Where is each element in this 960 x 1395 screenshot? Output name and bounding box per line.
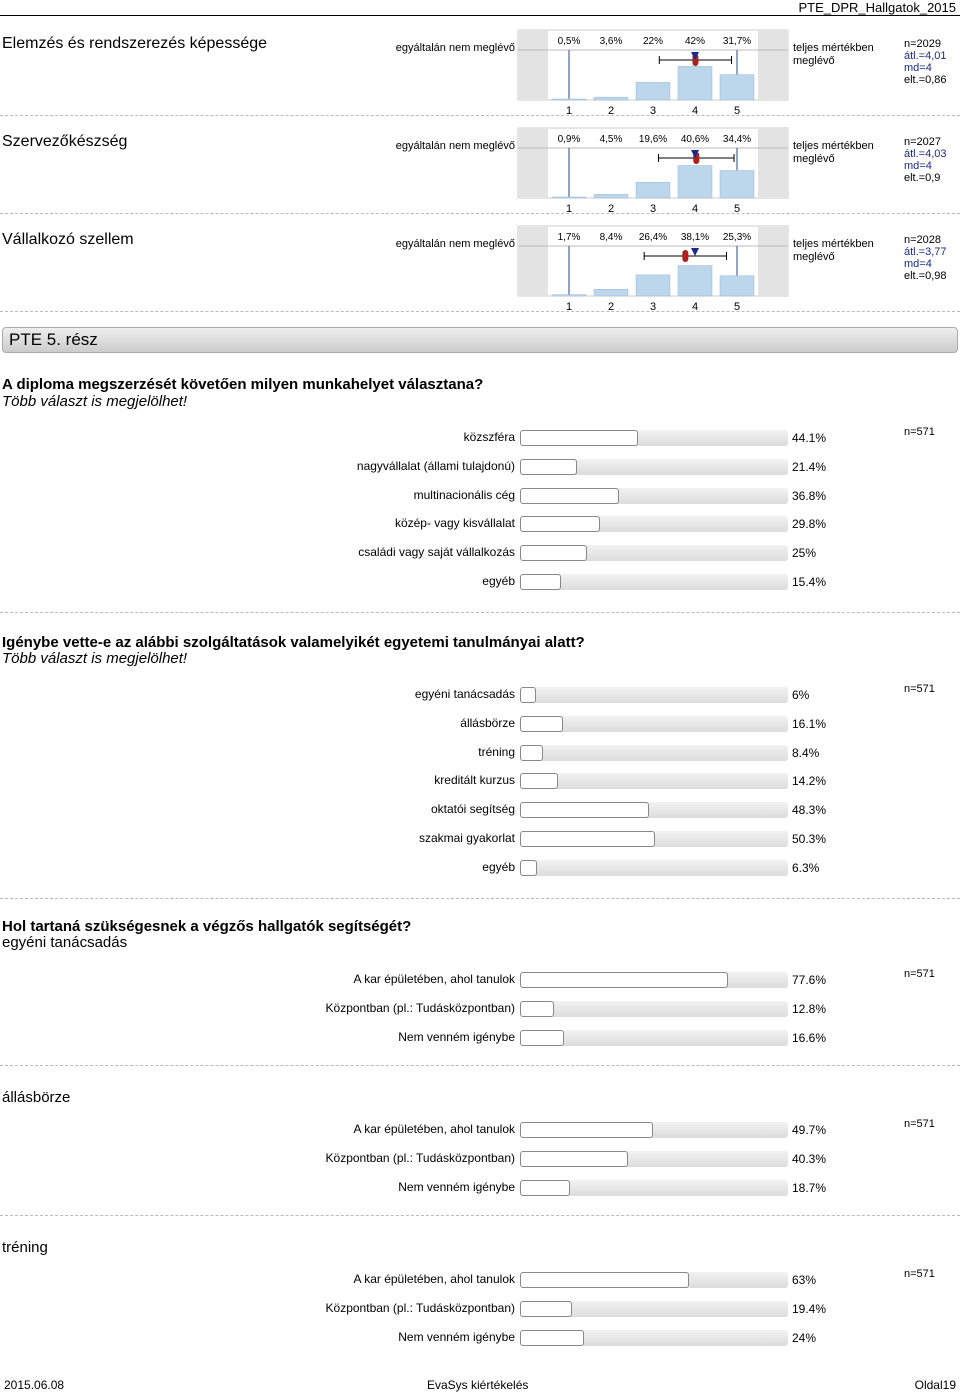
stat-average: átl.=3,77 — [904, 246, 947, 258]
option-label: közép- vagy kisvállalat — [394, 516, 515, 530]
scale-left-label: egyáltalán nem meglévő — [395, 140, 515, 152]
rating-scale-chart — [518, 221, 788, 311]
option-percent: 16.1% — [792, 717, 827, 731]
bar-fill — [520, 773, 558, 789]
option-label: Nem venném igénybe — [398, 1030, 515, 1044]
scale-right-label: teljes mértékben meglévő — [793, 140, 874, 165]
section-separator — [0, 1065, 960, 1066]
option-label: családi vagy saját vállalkozás — [358, 545, 515, 559]
percent-label: 40,6% — [680, 134, 710, 145]
option-percent: 44.1% — [792, 431, 827, 445]
option-label: Központban (pl.: Tudásközpontban) — [325, 1001, 515, 1015]
option-label: közszféra — [463, 430, 515, 444]
scale-left-pad — [518, 128, 548, 198]
stat-n: n=2029 — [904, 38, 942, 50]
stat-deviation: elt.=0,86 — [904, 74, 947, 86]
option-percent: 77.6% — [792, 973, 827, 987]
bar-track — [520, 1122, 788, 1138]
percent-label: 19,6% — [638, 134, 668, 145]
section-separator — [0, 311, 960, 312]
distribution-bar — [552, 197, 586, 198]
bar-fill — [520, 1330, 584, 1346]
section-separator — [0, 115, 960, 116]
scale-right-label: teljes mértékben meglévő — [793, 42, 874, 67]
rating-scale-chart — [518, 123, 788, 213]
distribution-bar — [678, 266, 712, 296]
option-percent: 6% — [792, 688, 810, 702]
header-divider — [0, 15, 960, 16]
bar-fill — [520, 745, 543, 761]
option-label: oktatói segítség — [430, 802, 515, 816]
option-percent: 18.7% — [792, 1181, 827, 1195]
bar-track — [520, 1001, 788, 1017]
bar-fill — [520, 459, 577, 475]
scale-number: 3 — [649, 105, 657, 117]
option-label: tréning — [478, 745, 515, 759]
scale-right-label: teljes mértékben meglévő — [793, 238, 874, 263]
scale-number: 2 — [607, 105, 615, 117]
percent-label: 31,7% — [722, 36, 752, 47]
percent-label: 34,4% — [722, 134, 752, 145]
option-label: Nem venném igénybe — [398, 1330, 515, 1344]
option-label: Központban (pl.: Tudásközpontban) — [325, 1301, 515, 1315]
option-label: Központban (pl.: Tudásközpontban) — [325, 1151, 515, 1165]
scale-number: 1 — [565, 301, 573, 313]
option-percent: 8.4% — [792, 746, 820, 760]
scale-left-label: egyáltalán nem meglévő — [395, 42, 515, 54]
scale-left-pad — [518, 226, 548, 296]
option-percent: 15.4% — [792, 575, 827, 589]
option-percent: 29.8% — [792, 517, 827, 531]
bar-fill — [520, 1301, 572, 1317]
option-label: állásbörze — [460, 716, 515, 730]
scale-left-label: egyáltalán nem meglévő — [395, 238, 515, 250]
scale-number: 4 — [691, 105, 699, 117]
bar-fill — [520, 860, 537, 876]
bar-track — [520, 1272, 788, 1288]
option-label: egyéb — [482, 574, 515, 588]
percent-label: 0,9% — [557, 134, 581, 145]
section-separator — [0, 213, 960, 214]
rating-scale-group — [518, 226, 788, 313]
bar-fill — [520, 802, 649, 818]
bar-track — [520, 1180, 788, 1196]
bar-track — [520, 745, 788, 761]
question-subtitle: Több választ is megjelölhet! — [2, 650, 188, 667]
option-label: szakmai gyakorlat — [418, 831, 515, 845]
bar-fill — [520, 1151, 628, 1167]
percent-label: 22% — [642, 36, 664, 47]
rating-title: Elemzés és rendszerezés képessége — [2, 35, 268, 52]
scale-number: 4 — [691, 301, 699, 313]
response-count: n=571 — [904, 1118, 935, 1130]
bar-fill — [520, 1001, 554, 1017]
question-title: A diploma megszerzését követően milyen munkahelyet választana? — [2, 376, 484, 393]
option-label: nagyvállalat (állami tulajdonú) — [356, 459, 515, 473]
mean-marker — [682, 250, 688, 262]
distribution-bar — [594, 97, 628, 100]
bar-track — [520, 1330, 788, 1346]
option-label: A kar épületében, ahol tanulok — [353, 1272, 515, 1286]
bar-fill — [520, 545, 587, 561]
bar-fill — [520, 1122, 653, 1138]
rating-scale-chart — [518, 25, 788, 115]
stat-median: md=4 — [904, 160, 932, 172]
bar-fill — [520, 516, 600, 532]
bar-fill — [520, 831, 655, 847]
distribution-bar — [636, 82, 670, 100]
footer-date: 2015.06.08 — [4, 1378, 65, 1392]
option-percent: 48.3% — [792, 803, 827, 817]
stats-block — [904, 234, 947, 282]
option-label: Nem venném igénybe — [398, 1180, 515, 1194]
question-subtitle: Több választ is megjelölhet! — [2, 393, 188, 410]
bar-track — [520, 516, 788, 532]
distribution-bar — [678, 166, 712, 198]
percent-label: 0,5% — [557, 36, 581, 47]
distribution-bar — [594, 289, 628, 296]
stat-deviation: elt.=0,9 — [904, 172, 941, 184]
percent-label: 26,4% — [638, 232, 668, 243]
bar-track — [520, 1030, 788, 1046]
stat-deviation: elt.=0,98 — [904, 270, 947, 282]
option-percent: 21.4% — [792, 460, 827, 474]
section-subtitle: állásbörze — [2, 1089, 71, 1106]
scale-number: 4 — [691, 203, 699, 215]
distribution-bar — [636, 275, 670, 296]
scale-number: 2 — [607, 203, 615, 215]
bar-track — [520, 545, 788, 561]
bar-fill — [520, 574, 561, 590]
response-count: n=571 — [904, 1268, 935, 1280]
percent-label: 42% — [684, 36, 706, 47]
stat-average: átl.=4,01 — [904, 50, 947, 62]
stat-median: md=4 — [904, 258, 932, 270]
distribution-bar — [720, 170, 754, 198]
option-percent: 50.3% — [792, 832, 827, 846]
stat-average: átl.=4,03 — [904, 148, 947, 160]
option-label: kreditált kurzus — [434, 773, 515, 787]
scale-number: 5 — [733, 301, 741, 313]
distribution-bar — [594, 194, 628, 198]
option-label: A kar épületében, ahol tanulok — [353, 972, 515, 986]
part-header — [2, 327, 958, 353]
bar-fill — [520, 687, 536, 703]
bar-track — [520, 459, 788, 475]
percent-label: 3,6% — [599, 36, 623, 47]
scale-number: 3 — [649, 203, 657, 215]
bar-track — [520, 430, 788, 446]
section-separator — [0, 1215, 960, 1216]
option-label: multinacionális cég — [413, 488, 515, 502]
section-subtitle: egyéni tanácsadás — [2, 934, 128, 951]
stat-n: n=2028 — [904, 234, 942, 246]
bar-fill — [520, 1030, 564, 1046]
option-percent: 40.3% — [792, 1152, 827, 1166]
bar-track — [520, 716, 788, 732]
bar-fill — [520, 488, 619, 504]
rating-title: Vállalkozó szellem — [2, 231, 134, 248]
stat-median: md=4 — [904, 62, 932, 74]
section-separator — [0, 898, 960, 899]
question-title: Igénybe vette-e az alábbi szolgáltatások valamelyikét egyetemi tanulmányai alatt? — [2, 634, 585, 651]
option-percent: 12.8% — [792, 1002, 827, 1016]
percent-label: 25,3% — [722, 232, 752, 243]
stat-n: n=2027 — [904, 136, 942, 148]
bar-track — [520, 831, 788, 847]
scale-right-pad — [758, 226, 788, 296]
response-count: n=571 — [904, 968, 935, 980]
part-title: PTE 5. rész — [9, 330, 98, 349]
bar-track — [520, 802, 788, 818]
scale-right-pad — [758, 30, 788, 100]
response-count: n=571 — [904, 683, 935, 695]
bar-track — [520, 972, 788, 988]
rating-scale-group — [518, 30, 788, 117]
option-percent: 6.3% — [792, 861, 820, 875]
bar-track — [520, 687, 788, 703]
percent-label: 4,5% — [599, 134, 623, 145]
option-percent: 49.7% — [792, 1123, 827, 1137]
distribution-bar — [552, 295, 586, 296]
bar-fill — [520, 430, 638, 446]
bar-track — [520, 860, 788, 876]
document-id: PTE_DPR_Hallgatok_2015 — [798, 0, 956, 15]
rating-scale-group — [518, 128, 788, 215]
scale-number: 1 — [565, 203, 573, 215]
scale-right-pad — [758, 128, 788, 198]
section-separator — [0, 612, 960, 613]
bar-track — [520, 773, 788, 789]
distribution-bar — [678, 66, 712, 100]
option-percent: 19.4% — [792, 1302, 827, 1316]
scale-number: 5 — [733, 203, 741, 215]
option-percent: 25% — [792, 546, 817, 560]
bar-fill — [520, 972, 728, 988]
percent-label: 8,4% — [599, 232, 623, 243]
option-percent: 14.2% — [792, 774, 827, 788]
question-title: Hol tartaná szükségesnek a végzős hallgatók segítségét? — [2, 918, 412, 935]
bar-track — [520, 574, 788, 590]
option-label: egyéb — [482, 860, 515, 874]
response-count: n=571 — [904, 426, 935, 438]
distribution-bar — [720, 276, 754, 296]
distribution-bar — [636, 182, 670, 198]
bar-track — [520, 1151, 788, 1167]
bar-fill — [520, 716, 563, 732]
bar-track — [520, 1301, 788, 1317]
scale-left-pad — [518, 30, 548, 100]
percent-label: 1,7% — [557, 232, 581, 243]
option-percent: 24% — [792, 1331, 817, 1345]
stats-block — [904, 38, 947, 86]
option-percent: 16.6% — [792, 1031, 827, 1045]
option-percent: 36.8% — [792, 489, 827, 503]
scale-number: 3 — [649, 301, 657, 313]
footer-page: Oldal19 — [914, 1378, 956, 1392]
bar-track — [520, 488, 788, 504]
scale-number: 1 — [565, 105, 573, 117]
distribution-bar — [720, 75, 754, 100]
section-subtitle: tréning — [2, 1239, 48, 1256]
rating-title: Szervezőkészség — [2, 133, 128, 150]
bar-fill — [520, 1180, 570, 1196]
stats-block — [904, 136, 947, 184]
percent-label: 38,1% — [680, 232, 710, 243]
option-label: A kar épületében, ahol tanulok — [353, 1122, 515, 1136]
scale-number: 2 — [607, 301, 615, 313]
footer-app: EvaSys kiértékelés — [427, 1378, 529, 1392]
option-label: egyéni tanácsadás — [414, 687, 515, 701]
option-percent: 63% — [792, 1273, 817, 1287]
scale-number: 5 — [733, 105, 741, 117]
distribution-bar — [552, 99, 586, 100]
bar-fill — [520, 1272, 689, 1288]
